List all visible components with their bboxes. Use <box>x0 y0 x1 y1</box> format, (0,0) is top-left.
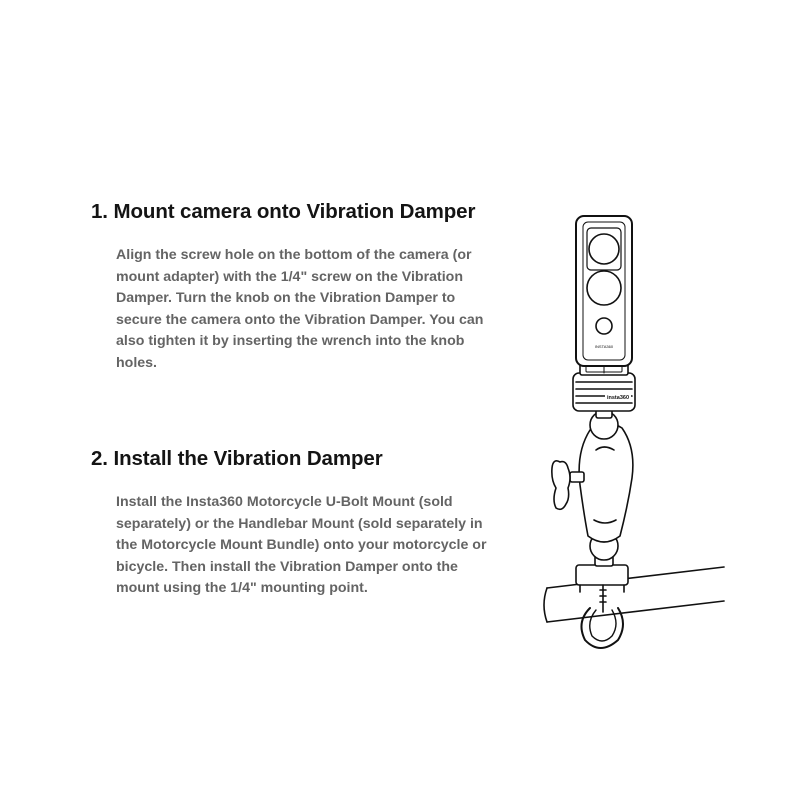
mount-illustration <box>540 210 730 650</box>
damper-label: insta360 <box>606 395 630 401</box>
step-2-body <box>116 492 501 600</box>
step-2-line: the Motorcycle Mount Bundle) onto your motorcycle or <box>116 537 487 553</box>
step-1-line: Damper. Turn the knob on the Vibration Damper to <box>116 290 456 306</box>
step-2-line: separately) or the Handlebar Mount (sold separately in <box>116 515 483 532</box>
step-1-line: secure the camera onto the Vibration Damper. You can <box>116 311 484 328</box>
camera-label: INSTA360 <box>594 344 614 349</box>
step-1-title: 1. Mount camera onto Vibration Damper <box>91 200 476 223</box>
step-1-line: mount adapter) with the 1/4" screw on the Vibration <box>116 268 464 285</box>
step-1-line: holes. <box>116 354 157 371</box>
u-bolt-clamp <box>576 565 628 648</box>
step-1-body <box>116 245 501 374</box>
step-1-line: Align the screw hole on the bottom of the camera (or <box>116 247 472 263</box>
step-2-line: Install the Insta360 Motorcycle U-Bolt Mount (sold <box>116 494 453 510</box>
handlebar-tube <box>544 567 724 622</box>
step-2-line: mount using the 1/4" mounting point. <box>116 580 368 596</box>
step-2-title: 2. Install the Vibration Damper <box>91 447 383 470</box>
step-1-line: also tighten it by inserting the wrench into the knob <box>116 333 465 349</box>
mount-arm <box>579 423 633 542</box>
step-1 <box>91 199 531 374</box>
step-2 <box>91 446 531 600</box>
upper-ball <box>590 408 618 439</box>
vibration-damper <box>573 373 635 411</box>
step-2-line: bicycle. Then install the Vibration Damper onto the <box>116 558 458 575</box>
